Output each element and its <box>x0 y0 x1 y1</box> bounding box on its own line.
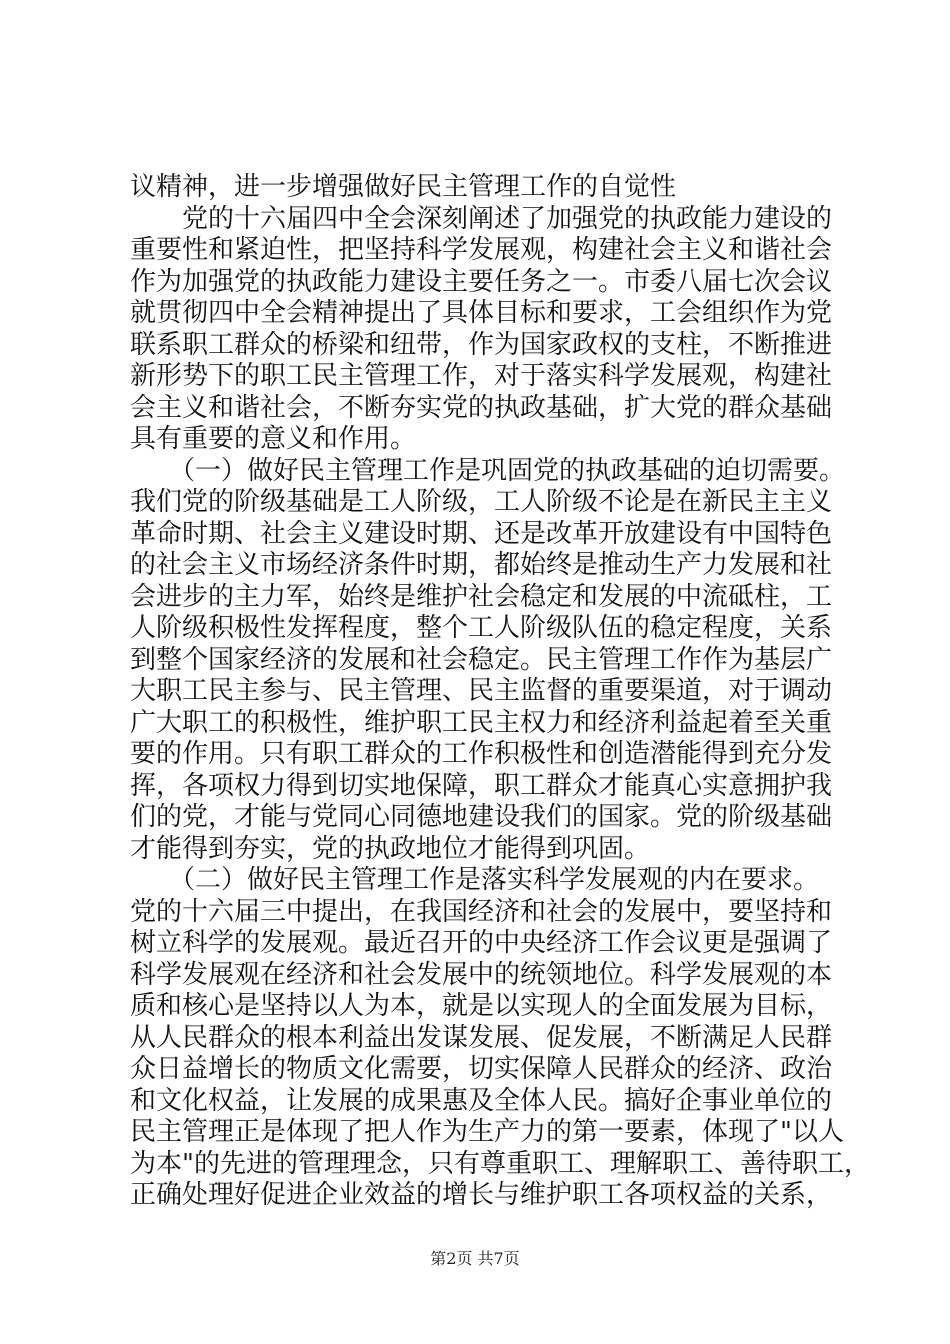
text-line: 会主义和谐社会，不断夯实党的执政基础，扩大党的群众基础 <box>130 392 833 423</box>
text-line: 们的党，才能与党同心同德地建设我们的国家。党的阶级基础 <box>130 802 833 832</box>
text-line: 重要性和紧迫性，把坚持科学发展观，构建社会主义和谐社会 <box>130 235 833 265</box>
text-line: 的社会主义市场经济条件时期，都始终是推动生产力发展和社 <box>130 550 833 580</box>
text-line: 要的作用。只有职工群众的工作积极性和创造潜能得到充分发 <box>130 739 833 769</box>
text-line: 广大职工的积极性，维护职工民主权力和经济利益起着至关重 <box>130 707 833 738</box>
page-number: 第2页 共7页 <box>430 1249 520 1268</box>
text-line: 从人民群众的根本利益出发谋发展、促发展，不断满足人民群 <box>130 1022 833 1053</box>
text-line: 我们党的阶级基础是工人阶级，工人阶级不论是在新民主主义 <box>130 487 833 517</box>
text-line: 联系职工群众的桥梁和纽带，作为国家政权的支柱，不断推进 <box>130 329 833 360</box>
text-line: 具有重要的意义和作用。 <box>130 424 417 454</box>
text-line: 党的十六届三中提出，在我国经济和社会的发展中，要坚持和 <box>130 896 833 927</box>
document-body <box>130 172 870 1212</box>
text-line: 挥，各项权力得到切实地保障，职工群众才能真心实意拥护我 <box>130 770 833 801</box>
text-line: 议精神，进一步增强做好民主管理工作的自觉性 <box>130 172 677 202</box>
text-line: 才能得到夯实，党的执政地位才能得到巩固。 <box>130 833 651 864</box>
text-line: 大职工民主参与、民主管理、民主监督的重要渠道，对于调动 <box>130 676 833 706</box>
text-line: 会进步的主力军，始终是维护社会稳定和发展的中流砥柱，工 <box>130 581 833 612</box>
text-line: （二）做好民主管理工作是落实科学发展观的内在要求。 <box>130 865 820 895</box>
text-line: 和文化权益，让发展的成果惠及全体人民。搞好企事业单位的 <box>130 1085 833 1116</box>
text-line: 质和核心是坚持以人为本，就是以实现人的全面发展为目标， <box>130 991 833 1021</box>
text-line: 作为加强党的执政能力建设主要任务之一。市委八届七次会议 <box>130 266 833 297</box>
text-line: 新形势下的职工民主管理工作，对于落实科学发展观，构建社 <box>130 361 833 391</box>
text-line: 为本"的先进的管理理念，只有尊重职工、理解职工、善待职工， <box>130 1148 870 1179</box>
text-line: 就贯彻四中全会精神提出了具体目标和要求，工会组织作为党 <box>130 298 833 328</box>
text-line: 科学发展观在经济和社会发展中的统领地位。科学发展观的本 <box>130 959 833 990</box>
text-line: 正确处理好促进企业效益的增长与维护职工各项权益的关系， <box>130 1180 833 1210</box>
text-line: 人阶级积极性发挥程度，整个工人阶级队伍的稳定程度，关系 <box>130 613 833 643</box>
text-line: 树立科学的发展观。最近召开的中央经济工作会议更是强调了 <box>130 928 833 958</box>
page-footer <box>0 1249 950 1269</box>
text-line: 民主管理正是体现了把人作为生产力的第一要素，体现了"以人 <box>130 1117 844 1147</box>
text-line: 众日益增长的物质文化需要，切实保障人民群众的经济、政治 <box>130 1054 833 1084</box>
text-line: （一）做好民主管理工作是巩固党的执政基础的迫切需要。 <box>130 455 846 486</box>
text-line: 到整个国家经济的发展和社会稳定。民主管理工作作为基层广 <box>130 644 833 675</box>
text-line: 党的十六届四中全会深刻阐述了加强党的执政能力建设的 <box>130 203 833 234</box>
text-line: 革命时期、社会主义建设时期、还是改革开放建设有中国特色 <box>130 518 833 549</box>
